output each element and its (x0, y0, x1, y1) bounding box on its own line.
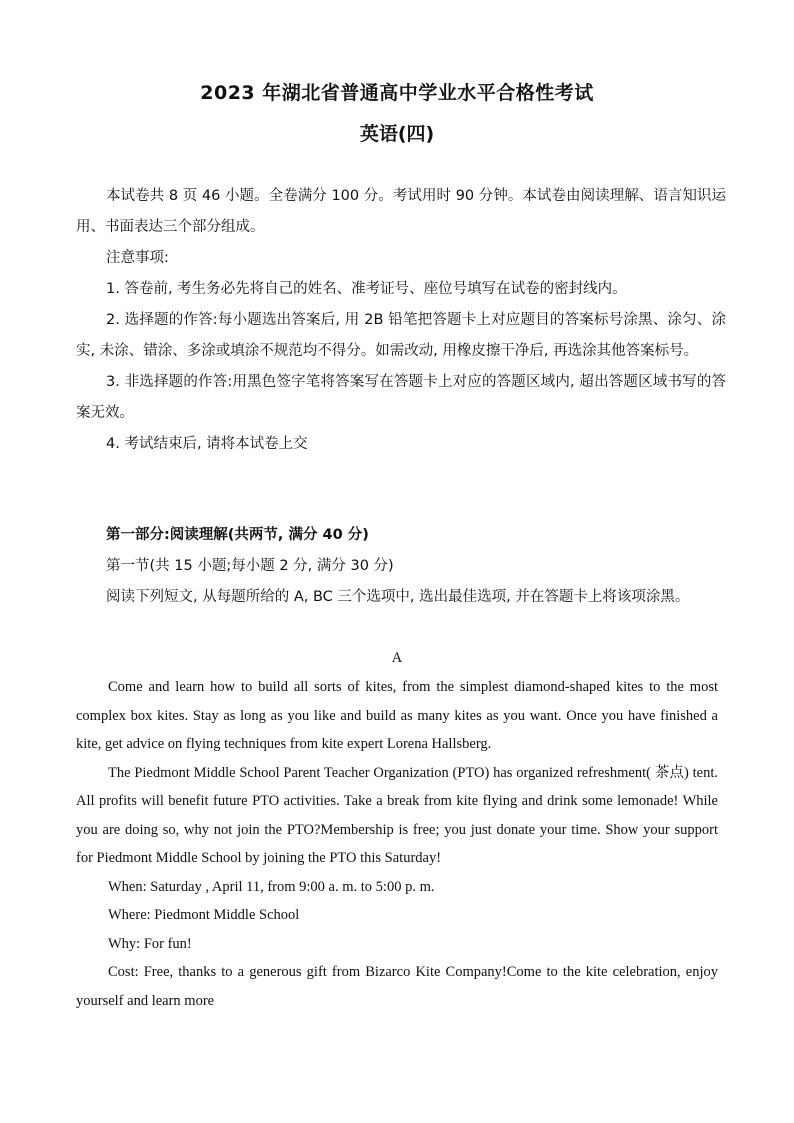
notice-item-3: 3. 非选择题的作答:用黑色签字笔将答案写在答题卡上对应的答题区域内, 超出答题区域书写的答案无效。 (76, 374, 726, 421)
passage-a (76, 673, 718, 1015)
section1-title: 第一节(共 15 小题;每小题 2 分, 满分 30 分) (106, 558, 394, 574)
notice-item-4: 4. 考试结束后, 请将本试卷上交 (106, 436, 308, 452)
exam-subtitle: 英语(四) (359, 123, 435, 145)
notice-title: 注意事项: (106, 250, 169, 266)
passage-paragraph: Come and learn how to build all sorts of kites, from the simplest diamond-shaped kites to the most complex box kites. Stay as long as you like and build as many kites as you want. Once you have finished a kite, get advice on flying techniques from kite expert Lorena Hallsberg. (76, 679, 718, 752)
exam-title: 2023 年湖北省普通高中学业水平合格性考试 (200, 82, 594, 104)
notice-item-2: 2. 选择题的作答:每小题选出答案后, 用 2B 铅笔把答题卡上对应题目的答案标号涂黑、涂匀、涂实, 未涂、错涂、多涂或填涂不规范均不得分。如需改动, 用橡皮擦干净后, 再选涂其他答案标号。 (76, 312, 726, 359)
reading-direction: 阅读下列短文, 从每题所给的 A, BC 三个选项中, 选出最佳选项, 并在答题卡上将该项涂黑。 (106, 589, 690, 605)
instructions-block (76, 181, 726, 460)
passage-label: A (391, 650, 403, 666)
part1-block (76, 520, 726, 613)
passage-paragraph: Where: Piedmont Middle School (108, 907, 300, 923)
passage-paragraph: Why: For fun! (108, 935, 192, 952)
part1-title: 第一部分:阅读理解(共两节, 满分 40 分) (106, 527, 369, 543)
passage-paragraph: The Piedmont Middle School Parent Teacher Organization (PTO) has organized refreshment( 茶点) tent. All profits will benefit future PTO activities. Take a break from kite flying and drink some lemonade! While you are doing so, why not join the PTO?Membership is free; you just donate your time. Show your support for Piedmont Middle School by joining the PTO this Saturday! (76, 764, 718, 866)
passage-paragraph: When: Saturday , April 11, from 9:00 a. m. to 5:00 p. m. (108, 878, 435, 895)
notice-item-1: 1. 答卷前, 考生务必先将自己的姓名、准考证号、座位号填写在试卷的密封线内。 (106, 281, 627, 297)
instructions-intro: 本试卷共 8 页 46 小题。全卷满分 100 分。考试用时 90 分钟。本试卷由阅读理解、语言知识运用、书面表达三个部分组成。 (76, 188, 726, 235)
passage-paragraph: Cost: Free, thanks to a generous gift from Bizarco Kite Company!Come to the kite celebration, enjoy yourself and learn more (76, 964, 718, 1009)
